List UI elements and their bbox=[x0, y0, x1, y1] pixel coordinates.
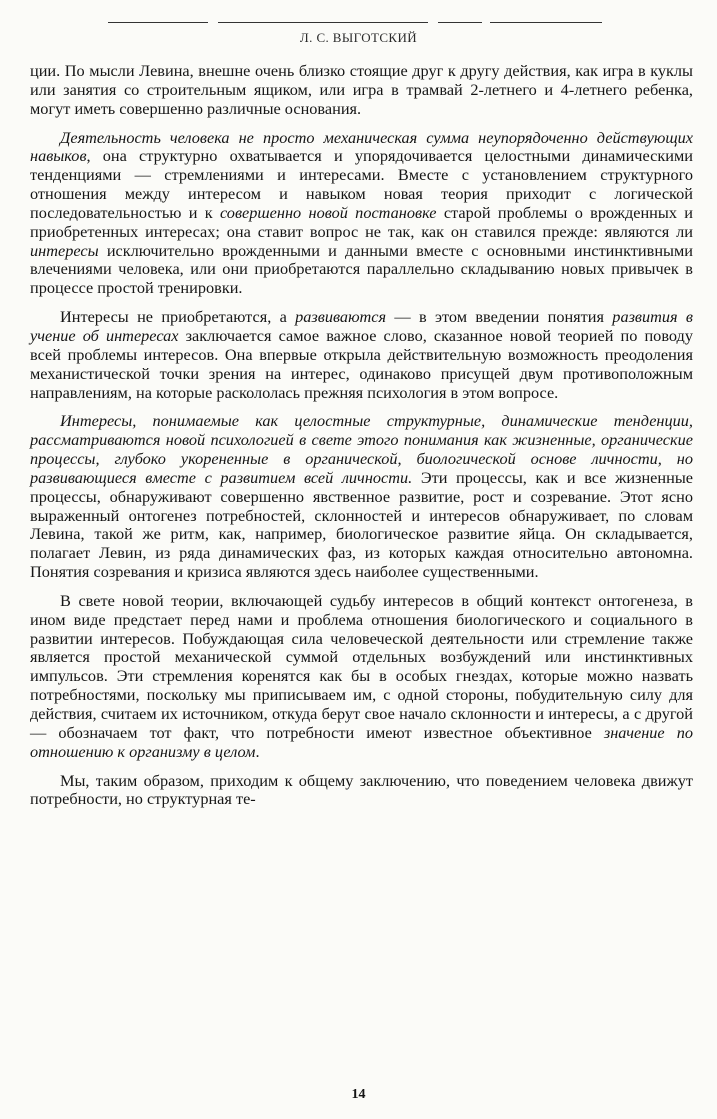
paragraph bbox=[30, 772, 693, 810]
text-run: Эти процессы, как и все жизненные процессы, обнаруживают совершенно явственное развитие, рост и созревание. Этот ясно выраженный онтогенез потребностей, склонностей и интересов обнаруживает, по словам Левина, такой же ритм, как, например, биологическое развитие яйца. Он складывается, полагает Левин, из ряда динамических фаз, из которых каждая относительно автономна. Понятия созревания и кризиса являются здесь наиболее существенными. bbox=[30, 467, 694, 582]
text-run: . bbox=[255, 741, 260, 761]
page-header bbox=[0, 8, 717, 48]
paragraph bbox=[30, 129, 693, 299]
italic-run: Деятельность человека не просто механическая сумма неупорядоченно действующих навыков bbox=[30, 127, 693, 166]
text-run: — в этом введении понятия bbox=[386, 307, 613, 327]
italic-run: Интересы, понимаемые как целостные структурные, динамические тенденции, рассматриваются новой психологией в свете этого понимания как жизненные, органические процессы, глубоко укорененные в органической, биологической основе личности, но развивающиеся вместе с развитием всей личности. bbox=[30, 411, 693, 487]
text-run: исключительно врожденными и данными вместе с основными инстинктивными влечениями человека, или они приобретаются параллельно складыванию новых привычек в процессе простой тренировки. bbox=[30, 240, 693, 298]
paragraph bbox=[30, 592, 693, 762]
text-run: , она структурно охватывается и упорядочивается целостными динамическими тенденциями — стремлениями и интересами. Вместе с установлением структурного отношения между интересом и навыком новая теория приходит с логической последовательностью и к bbox=[30, 146, 693, 222]
header-rule-right-1 bbox=[438, 22, 482, 23]
paragraph bbox=[30, 62, 693, 119]
running-head: Л. С. ВЫГОТСКИЙ bbox=[299, 30, 418, 45]
text-run: заключается самое важное слово, сказанное новой теорией по поводу всей проблемы интересов. Она впервые открыла действительную возможность преодоления механистической точки зрения на интерес, одинаково присущей двум противоположным направлениям, на которые раскололась прежняя психология в этом вопросе. bbox=[30, 325, 693, 402]
page-number: 14 bbox=[351, 1087, 366, 1102]
italic-run: совершенно новой постановке bbox=[219, 202, 437, 222]
text-run: ции. По мысли Левина, внешне очень близко стоящие друг к другу действия, как игра в куклы или занятия со строительным ящиком, или игра в трамвай 2-летнего и 4-летнего ребенка, могут иметь совершенно различные основания. bbox=[30, 61, 693, 118]
header-rule-left bbox=[108, 22, 208, 23]
header-rule-right-2 bbox=[490, 22, 602, 23]
text-run: старой проблемы о врожденных и приобретенных интересах; она ставит вопрос не так, как он ставился прежде: являются ли bbox=[30, 202, 694, 241]
italic-run: интересы bbox=[30, 240, 99, 260]
text-body bbox=[30, 62, 693, 809]
italic-run: значение по отношению к организму в целом bbox=[30, 722, 693, 761]
text-run: Интересы не приобретаются, а bbox=[60, 307, 296, 327]
paragraph bbox=[30, 412, 693, 582]
italic-run: развития в учение об интересах bbox=[30, 307, 693, 345]
italic-run: развиваются bbox=[295, 307, 387, 327]
header-rule-center bbox=[218, 22, 428, 23]
text-run: В свете новой теории, включающей судьбу интересов в общий контекст онтогенеза, в ином виде предстает перед нами и проблема отношения биологического и социального в развитии интересов. Побуждающая сила человеческой деятельности или стремление также является простой механической суммой отдельных возбуждений или инстинктивных импульсов. Эти стремления коренятся как бы в особых гнездах, которые можно назвать потребностями, поскольку мы приписываем им, с одной стороны, побудительную силу для действия, считаем их источником, откуда берут свое начало склонности и интересы, а с другой — обозначаем тот факт, что потребности имеют известное объективное bbox=[30, 590, 693, 742]
paragraph bbox=[30, 308, 693, 402]
text-run: Мы, таким образом, приходим к общему заключению, что поведением человека движут потребности, но структурная те- bbox=[30, 770, 693, 809]
